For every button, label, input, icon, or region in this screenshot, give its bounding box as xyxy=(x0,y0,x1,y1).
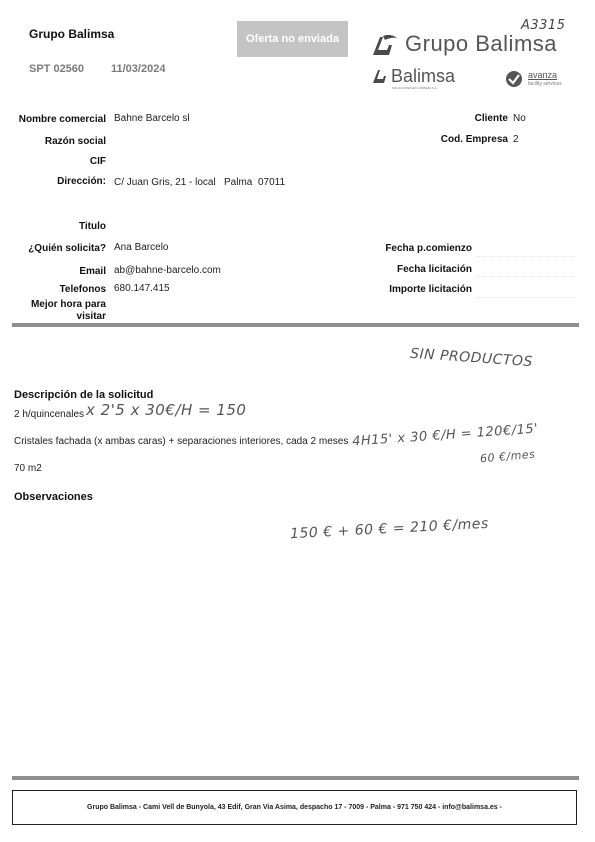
handwritten-calc-2: 4H15' x 30 €/H = 120€/15' xyxy=(351,421,539,450)
field-line-importe-licitacion xyxy=(476,297,576,298)
handwritten-sin-productos: SIN PRODUCTOS xyxy=(409,345,534,371)
section-divider-bottom xyxy=(12,776,579,780)
footer-text: Grupo Balimsa - Cami Vell de Bunyola, 43 Edif, Gran Via Asima, despacho 17 - 7009 - Palma - 971 750 424 - info@balimsa.es - xyxy=(87,804,502,811)
label-direccion: Dirección: xyxy=(57,176,106,187)
value-direccion-street: C/ Juan Gris, 21 - local xyxy=(114,177,216,188)
status-badge: Oferta no enviada xyxy=(237,21,348,57)
field-line-fecha-comienzo xyxy=(476,256,576,257)
handwritten-calc-2b: 60 €/mes xyxy=(479,447,536,466)
value-direccion-city: Palma xyxy=(224,177,253,188)
value-nombre-comercial: Bahne Barcelo sl xyxy=(114,113,190,124)
logo-avanza-tagline: facility services xyxy=(528,81,562,87)
logo-balimsa-tagline: SOLUCIONES EN LIMPIEZA S.A. xyxy=(392,86,438,90)
balimsa-small-logo-icon xyxy=(371,67,391,85)
handwritten-code: A3315 xyxy=(521,18,566,33)
label-cod-empresa: Cod. Empresa xyxy=(440,134,508,145)
label-telefonos: Telefonos xyxy=(59,284,106,295)
label-mejor-hora-line2: visitar xyxy=(76,311,106,322)
company-name: Grupo Balimsa xyxy=(29,27,115,41)
descripcion-line-2: Cristales fachada (x ambas caras) + separaciones interiores, cada 2 meses xyxy=(14,436,349,447)
label-mejor-hora-line1: Mejor hora para xyxy=(30,299,106,310)
document-date: 11/03/2024 xyxy=(111,63,166,75)
label-nombre-comercial: Nombre comercial xyxy=(18,114,106,125)
label-email: Email xyxy=(79,266,106,277)
reference-code: SPT 02560 xyxy=(29,63,85,75)
avanza-logo-icon xyxy=(505,70,523,88)
value-cliente: No xyxy=(513,113,526,124)
value-quien-solicita: Ana Barcelo xyxy=(114,242,169,253)
label-titulo: Titulo xyxy=(78,221,106,232)
section-divider-top xyxy=(12,323,579,327)
footer-box xyxy=(12,790,577,825)
descripcion-line-3: 70 m2 xyxy=(14,463,42,474)
descripcion-line-1: 2 h/quincenales xyxy=(14,409,85,420)
label-razon-social: Razón social xyxy=(44,136,106,147)
label-cif: CIF xyxy=(89,156,106,167)
field-line-fecha-licitacion xyxy=(476,276,576,277)
observaciones-title: Observaciones xyxy=(14,491,93,503)
label-fecha-licitacion: Fecha licitación xyxy=(396,264,472,275)
logo-balimsa: Balimsa xyxy=(391,66,456,86)
handwritten-calc-1: x 2'5 x 30€/H = 150 xyxy=(86,401,247,419)
value-cod-empresa: 2 xyxy=(513,134,519,145)
label-fecha-comienzo: Fecha p.comienzo xyxy=(385,243,472,254)
balimsa-logo-icon xyxy=(370,32,400,58)
logo-avanza: avanza xyxy=(528,70,558,80)
value-telefonos: 680.147.415 xyxy=(114,283,170,294)
value-direccion-zip: 07011 xyxy=(258,177,286,188)
label-cliente: Cliente xyxy=(474,113,508,124)
descripcion-title: Descripción de la solicitud xyxy=(14,389,154,401)
logo-grupo-balimsa: Grupo Balimsa xyxy=(405,31,558,56)
label-quien-solicita: ¿Quién solicita? xyxy=(28,243,106,254)
label-importe-licitacion: Importe licitación xyxy=(389,284,472,295)
value-email: ab@bahne-barcelo.com xyxy=(114,265,221,276)
handwritten-total: 150 € + 60 € = 210 €/mes xyxy=(289,515,490,543)
